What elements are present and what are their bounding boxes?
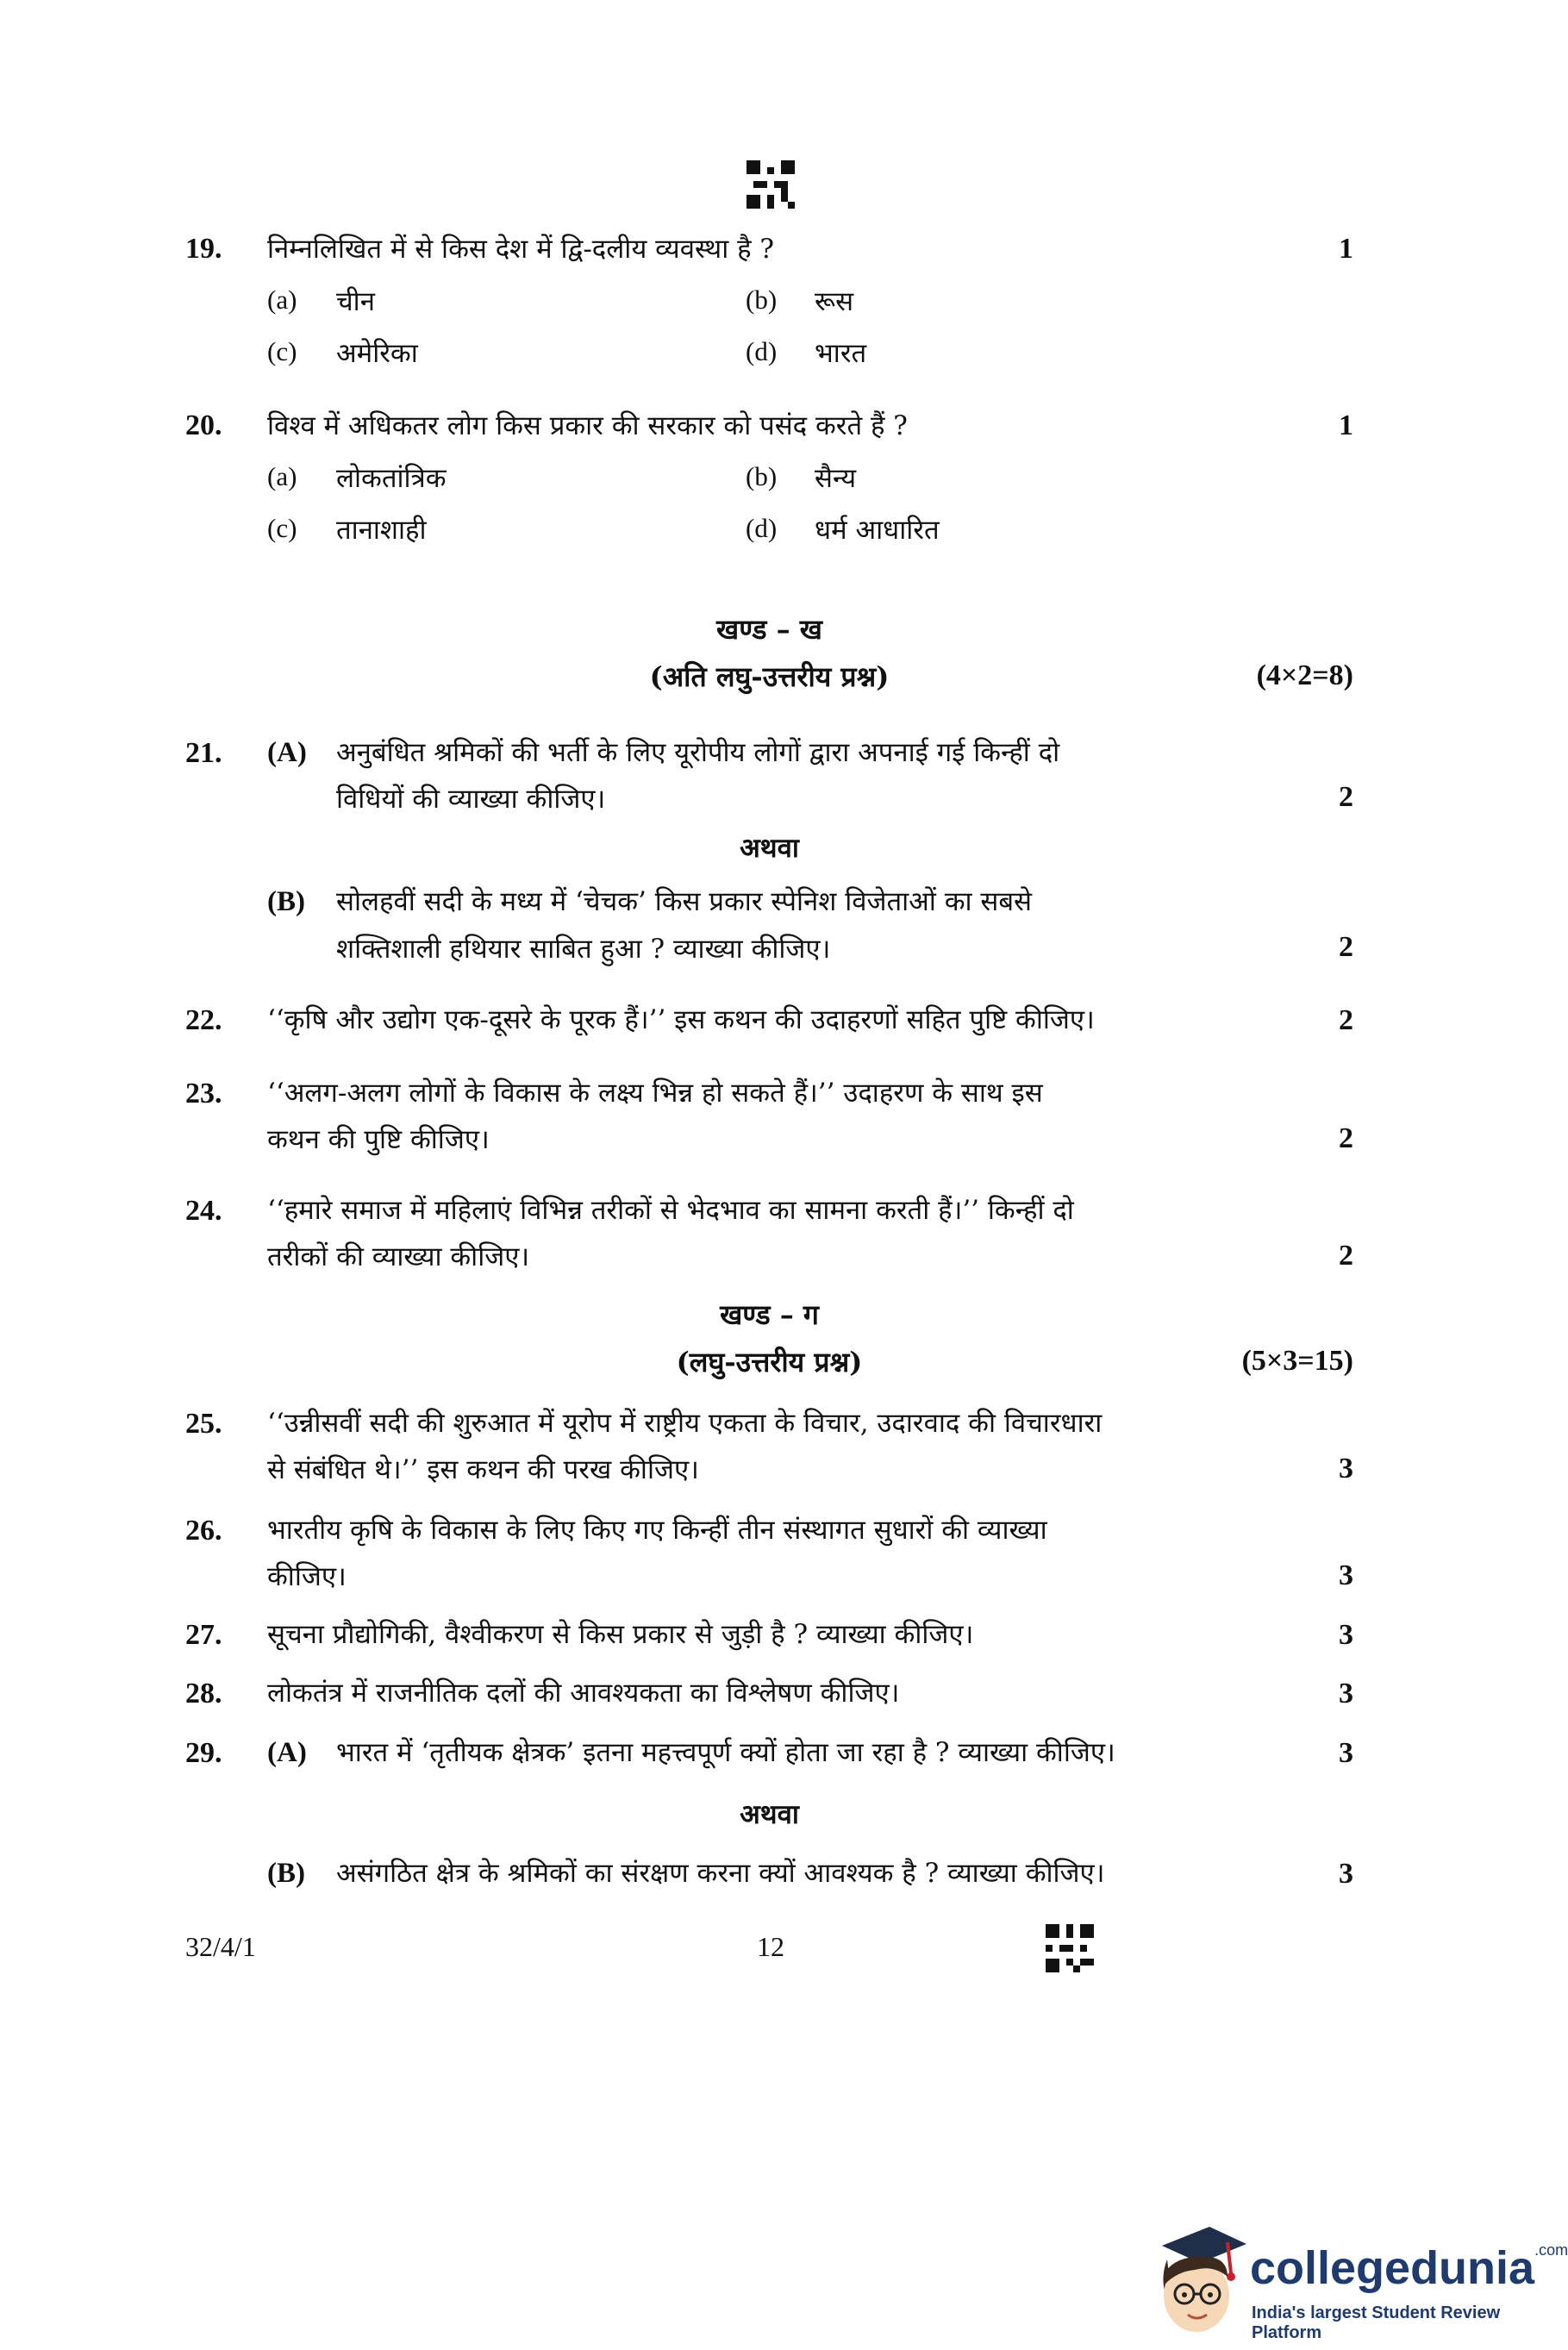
question-number: 22. (185, 1004, 222, 1036)
question-marks: 2 (1339, 781, 1353, 813)
question-text-line: ‘‘उन्नीसवीं सदी की शुरुआत में यूरोप में राष्ट्रीय एकता के विचार, उदारवाद की विचारधारा (267, 1408, 1103, 1439)
question-text-line: तरीकों की व्याख्या कीजिए। (267, 1241, 530, 1272)
question-text-line: अनुबंधित श्रमिकों की भर्ती के लिए यूरोपीय लोगों द्वारा अपनाई गई किन्हीं दो (336, 737, 1060, 768)
option-label: (b) (746, 461, 778, 491)
section-title: खण्ड – ख (716, 613, 822, 646)
question-marks: 3 (1339, 1678, 1353, 1709)
mascot-logo-icon (1145, 2220, 1248, 2341)
or-label: अथवा (740, 1799, 799, 1830)
question-text-line: विधियों की व्याख्या कीजिए। (336, 784, 606, 815)
question-marks: 1 (1339, 233, 1353, 265)
question-text-line: ‘‘अलग-अलग लोगों के विकास के लक्ष्य भिन्न हो सकते हैं।’’ उदाहरण के साथ इस (267, 1078, 1043, 1109)
question-number: 27. (185, 1619, 222, 1651)
page-number: 12 (757, 1931, 784, 1962)
option-label: (d) (746, 336, 778, 366)
question-marks: 3 (1339, 1619, 1353, 1651)
question-text: लोकतंत्र में राजनीतिक दलों की आवश्यकता का विश्लेषण कीजिए। (267, 1678, 900, 1709)
question-number: 24. (185, 1195, 222, 1227)
question-number: 28. (185, 1678, 222, 1709)
question-marks: 3 (1339, 1559, 1353, 1591)
section-marks: (5×3=15) (1241, 1345, 1353, 1377)
section-subtitle: (लघु-उत्तरीय प्रश्न) (676, 1346, 863, 1378)
question-marks: 3 (1339, 1737, 1353, 1769)
brand-name: collegedunia$^{.com}$ (1250, 2241, 1568, 2294)
question-text: निम्नलिखित में से किस देश में द्वि-दलीय व्यवस्था है ? (267, 234, 775, 265)
question-marks: 2 (1339, 931, 1353, 963)
section-title: खण्ड – ग (720, 1298, 819, 1331)
option-text: सैन्य (815, 463, 857, 494)
option-text: चीन (336, 286, 375, 317)
question-number: 25. (185, 1408, 222, 1440)
question-number: 19. (185, 233, 222, 265)
option-text: रूस (815, 286, 854, 317)
option-label: (c) (267, 513, 297, 543)
question-text-line: कथन की पुष्टि कीजिए। (267, 1124, 490, 1155)
question-number: 20. (185, 409, 222, 441)
option-label: (b) (746, 284, 778, 315)
qr-code-top-icon (747, 160, 795, 209)
part-label: (B) (267, 1858, 305, 1889)
question-text-line: से संबंधित थे।’’ इस कथन की परख कीजिए। (267, 1454, 699, 1485)
question-text: सूचना प्रौद्योगिकी, वैश्वीकरण से किस प्रकार से जुड़ी है ? व्याख्या कीजिए। (267, 1619, 974, 1650)
question-number: 29. (185, 1737, 222, 1769)
option-label: (d) (746, 513, 778, 543)
question-marks: 3 (1339, 1453, 1353, 1484)
option-label: (a) (267, 461, 297, 491)
question-marks: 2 (1339, 1240, 1353, 1272)
question-text-line: कीजिए। (267, 1561, 347, 1592)
paper-code: 32/4/1 (185, 1931, 256, 1962)
question-text-line: शक्तिशाली हथियार साबित हुआ ? व्याख्या कीजिए। (336, 934, 831, 965)
or-label: अथवा (740, 833, 799, 864)
option-text: भारत (815, 338, 867, 369)
option-text: लोकतांत्रिक (336, 463, 447, 494)
question-number: 26. (185, 1515, 222, 1547)
question-number: 23. (185, 1078, 222, 1109)
question-text-line: सोलहवीं सदी के मध्य में ‘चेचक’ किस प्रकार स्पेनिश विजेताओं का सबसे (336, 886, 1032, 917)
question-marks: 1 (1339, 409, 1353, 441)
question-text: भारत में ‘तृतीयक क्षेत्रक’ इतना महत्त्वपूर्ण क्यों होता जा रहा है ? व्याख्या कीजिए। (336, 1737, 1115, 1768)
question-number: 21. (185, 737, 222, 769)
part-label: (A) (267, 1737, 307, 1768)
question-text-line: भारतीय कृषि के विकास के लिए किए गए किन्हीं तीन संस्थागत सुधारों की व्याख्या (267, 1515, 1047, 1546)
question-text-line: ‘‘हमारे समाज में महिलाएं विभिन्न तरीकों से भेदभाव का सामना करती हैं।’’ किन्हीं दो (267, 1195, 1074, 1226)
question-marks: 2 (1339, 1122, 1353, 1154)
question-text: असंगठित क्षेत्र के श्रमिकों का संरक्षण करना क्यों आवश्यक है ? व्याख्या कीजिए। (336, 1858, 1105, 1889)
question-marks: 3 (1339, 1858, 1353, 1890)
option-text: तानाशाही (336, 515, 427, 546)
question-text: विश्व में अधिकतर लोग किस प्रकार की सरकार को पसंद करते हैं ? (267, 410, 908, 441)
option-text: अमेरिका (336, 338, 418, 369)
option-text: धर्म आधारित (815, 515, 940, 546)
brand-tagline: India's largest Student Review Platform (1252, 2303, 1501, 2342)
part-label: (A) (267, 737, 307, 768)
question-marks: 2 (1339, 1004, 1353, 1036)
part-label: (B) (267, 886, 305, 917)
section-marks: (4×2=8) (1256, 659, 1353, 691)
qr-code-bottom-icon (1046, 1924, 1094, 1972)
section-subtitle: (अति लघु-उत्तरीय प्रश्न) (649, 660, 890, 693)
option-label: (a) (267, 284, 297, 315)
question-text: ‘‘कृषि और उद्योग एक-दूसरे के पूरक हैं।’’ इस कथन की उदाहरणों सहित पुष्टि कीजिए। (267, 1004, 1095, 1035)
option-label: (c) (267, 336, 297, 366)
